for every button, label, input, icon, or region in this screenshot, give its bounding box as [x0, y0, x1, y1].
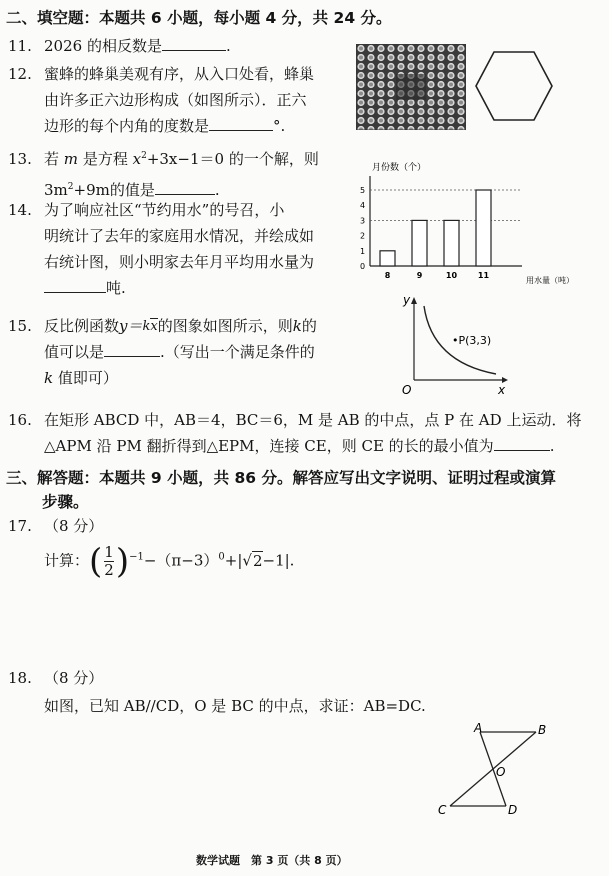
q17-half-num: 1	[104, 543, 114, 561]
q17-plus: +|	[224, 551, 243, 570]
q17-sqrt: 2	[252, 551, 263, 570]
q13-eq-rest: +3x−1＝0	[146, 150, 225, 168]
q17-tail: −1|.	[262, 551, 295, 570]
y-axis-arrow-icon	[411, 297, 417, 304]
chart-ylabel: 月份数（个）	[372, 163, 427, 173]
graph-x-label: x	[498, 383, 506, 397]
chart-bar-8	[380, 251, 395, 266]
hexagon-figure	[474, 48, 554, 124]
q15-func-lhs: y＝	[119, 317, 143, 335]
q13-text-c: 的一个解，则	[228, 150, 319, 168]
q11-post: .	[225, 37, 231, 55]
water-usage-chart	[352, 158, 580, 288]
q17-label: 计算：	[44, 551, 90, 570]
q12-line2: 由许多正六边形构成（如图所示）．正六	[44, 91, 307, 109]
q14-answer-blank[interactable]	[44, 278, 106, 293]
q15-fraction	[143, 320, 158, 334]
inverse-function-graph	[392, 292, 510, 400]
q13-var-m: m	[63, 150, 79, 168]
q13-expr-a: 3m	[44, 181, 68, 199]
q17-exp-0: 0	[218, 551, 225, 563]
q15-frac-den: x	[150, 319, 158, 334]
q14-post: 吨.	[106, 279, 126, 297]
segment-bc	[450, 732, 536, 806]
chart-xtick-label: 11	[477, 271, 490, 280]
q11-answer-blank[interactable]	[162, 36, 226, 51]
q14-line2: 明统计了去年的家庭用水情况，并绘成如	[44, 227, 315, 245]
section3-title: 三、解答题：本题共 9 小题，共 86 分。解答应写出文字说明、证明过程或演算	[6, 469, 556, 487]
q17-half-den: 2	[104, 561, 114, 579]
parallel-lines-figure	[432, 720, 556, 820]
chart-bar-11	[476, 190, 491, 266]
q18-score: （8 分）	[44, 669, 104, 687]
chart-ytick-label: 5	[360, 186, 366, 195]
label-d: D	[508, 803, 518, 817]
q12-line3: 边形的每个内角的度数是	[44, 117, 210, 135]
q15-line2: 值可以是	[44, 343, 105, 361]
q11-text: 2026 的相反数是	[44, 37, 162, 55]
q13-expr-b: +9m	[73, 181, 110, 199]
q13-eq-x: x	[132, 150, 142, 168]
graph-y-label: y	[403, 293, 411, 307]
chart-bar-9	[412, 220, 427, 266]
section3-title-line2: 步骤。	[42, 493, 89, 511]
q16-answer-blank[interactable]	[494, 436, 550, 451]
q13-post: .	[214, 181, 220, 199]
q15-k: k	[292, 317, 302, 335]
label-o: O	[496, 765, 506, 779]
q11	[8, 36, 231, 56]
chart-xtick-label: 9	[416, 271, 423, 280]
q17-num: 17.	[8, 517, 32, 535]
q13-answer-blank[interactable]	[155, 180, 215, 195]
q17-half-fraction	[104, 544, 114, 579]
q13-text-a: 若	[44, 150, 60, 168]
q15-frac-num: k	[142, 319, 151, 334]
q17-header	[8, 516, 103, 536]
q15-answer-blank[interactable]	[104, 342, 160, 357]
q15-line2-post: .（写出一个满足条件的	[160, 343, 315, 361]
q15	[8, 316, 317, 388]
chart-bar-10	[444, 220, 459, 266]
chart-ytick-label: 1	[360, 246, 366, 256]
q13-eq-exp: 2	[141, 151, 147, 161]
q17-exp-neg1: −1	[129, 551, 144, 563]
q12-post: °.	[273, 117, 286, 135]
q11-num: 11.	[8, 37, 32, 55]
q16-num: 16.	[8, 411, 32, 429]
q16-line1: 在矩形 ABCD 中，AB＝4，BC＝6，M 是 AB 的中点，点 P 在 AD 上运动．将	[44, 411, 582, 429]
q17-expression: 计算：( $\frac{1}{2}$ )$^{-1}-(\pi-3)^0+|√2-1|$.	[44, 541, 295, 582]
q16-line2: △APM 沿 PM 翻折得到△EPM，连接 CE，则 CE 的长的最小值为	[44, 437, 494, 455]
q18-num: 18.	[8, 669, 32, 687]
q13-text-d: 的值是	[109, 181, 155, 199]
q12-answer-blank[interactable]	[209, 116, 273, 131]
q13-text-b: 是方程	[82, 150, 128, 168]
q13-num: 13.	[8, 150, 32, 168]
q14-line3: 右统计图，则小明家去年月平均用水量为	[44, 253, 315, 271]
chart-xtick-label: 10	[445, 271, 458, 280]
q12-line1: 蜜蜂的蜂巢美观有序，从入口处看，蜂巢	[44, 65, 315, 83]
q15-text-c: 的	[301, 317, 317, 335]
q18-text: 如图，已知 AB//CD，O 是 BC 的中点，求证：AB=DC.	[44, 697, 426, 715]
q15-text-b: 的图象如图所示，则	[157, 317, 293, 335]
chart-ytick-label: 0	[360, 262, 366, 271]
chart-ytick-label: 4	[360, 201, 366, 211]
graph-point-p: •P(3,3)	[452, 334, 492, 347]
q17-mid: −（π−3）	[143, 551, 219, 570]
label-b: B	[538, 723, 547, 737]
q16-post: .	[549, 437, 555, 455]
q15-line3: 值即可）	[57, 369, 118, 387]
label-a: A	[474, 721, 483, 735]
chart-ytick-label: 3	[360, 216, 366, 226]
q13	[8, 146, 319, 200]
q13-expr-exp: 2	[67, 182, 74, 192]
page-footer: 数学试题 第 3 页（共 8 页）	[196, 854, 348, 867]
q12-num: 12.	[8, 65, 32, 83]
section2-title: 二、填空题：本题共 6 小题，每小题 4 分，共 24 分。	[6, 9, 392, 27]
q14-line1: 为了响应社区“节约用水”的号召，小	[44, 201, 285, 219]
q15-num: 15.	[8, 317, 32, 335]
graph-origin-label: O	[402, 383, 412, 397]
q16	[8, 410, 581, 456]
chart-xtick-label: 8	[384, 271, 391, 280]
chart-ytick-label: 2	[360, 231, 366, 241]
label-c: C	[438, 803, 447, 817]
honeycomb-photo	[356, 44, 466, 130]
q17-score: （8 分）	[44, 517, 104, 535]
q15-text-a: 反比例函数	[44, 317, 120, 335]
q12	[8, 64, 314, 136]
q18-header	[8, 668, 103, 688]
q15-k2: k	[44, 369, 54, 387]
q14-num: 14.	[8, 201, 32, 219]
q14	[8, 200, 314, 298]
chart-xlabel: 用水量（吨）	[526, 276, 574, 285]
